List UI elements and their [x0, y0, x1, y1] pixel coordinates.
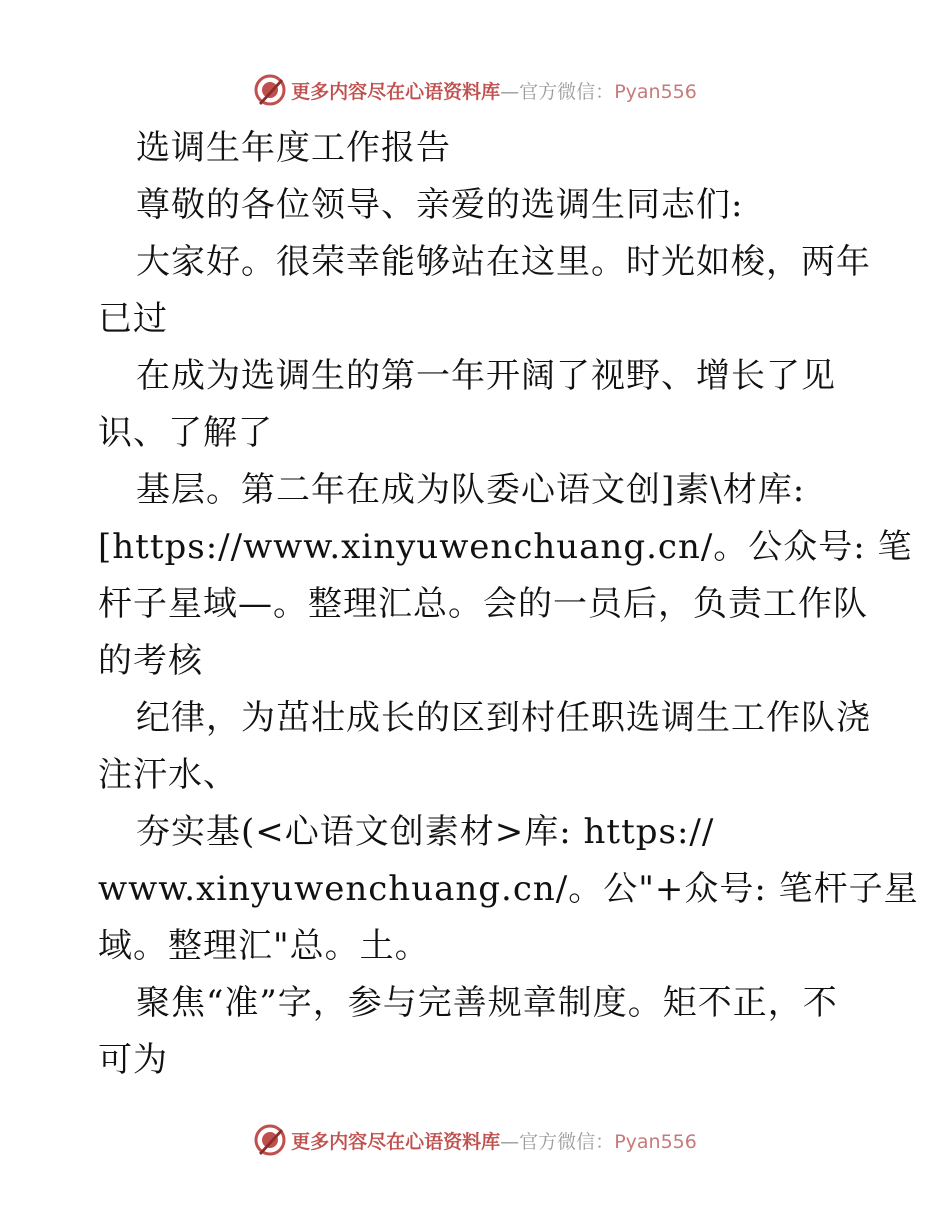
watermark-contact-label: 官方微信：: [519, 1130, 615, 1153]
document-line: 域。整理汇"总。土。: [98, 926, 430, 966]
watermark-brand: 更多内容尽在心语资料库: [291, 80, 501, 103]
document-line: 的考核: [98, 641, 203, 681]
document-line: 夯实基(<心语文创素材>库: https://: [136, 812, 715, 852]
document-body: [98, 120, 919, 1089]
pen-logo-icon: [253, 1123, 287, 1157]
document-line: 在成为选调生的第一年开阔了视野、增长了见: [136, 356, 836, 396]
document-line: 聚焦“准”字，参与完善规章制度。矩不正，不: [136, 983, 838, 1023]
watermark-separator: —: [500, 80, 520, 103]
document-line: 纪律，为茁壮成长的区到村任职选调生工作队浇: [136, 698, 871, 738]
watermark-separator: —: [500, 1130, 520, 1153]
pen-logo-icon: [253, 73, 287, 107]
document-line: 识、了解了: [98, 413, 273, 453]
document-line: 注汗水、: [98, 755, 238, 795]
footer-watermark: [0, 1120, 950, 1160]
document-line: 已过: [98, 299, 168, 339]
watermark-contact-id: Pyan556: [614, 1130, 697, 1153]
document-line: 基层。第二年在成为队委心语文创]素\材库:: [136, 470, 806, 510]
watermark-contact-label: 官方微信：: [519, 80, 615, 103]
document-line: [https://www.xinyuwenchuang.cn/。公众号: 笔: [98, 527, 913, 567]
document-line: 可为: [98, 1040, 168, 1080]
watermark-text: [291, 1127, 697, 1154]
watermark-text: [291, 77, 697, 104]
document-line: 选调生年度工作报告: [136, 128, 451, 168]
document-line: 尊敬的各位领导、亲爱的选调生同志们:: [136, 185, 744, 225]
document-line: www.xinyuwenchuang.cn/。公"+众号: 笔杆子星: [98, 869, 919, 909]
document-line: 大家好。很荣幸能够站在这里。时光如梭，两年: [136, 242, 871, 282]
watermark-brand: 更多内容尽在心语资料库: [291, 1130, 501, 1153]
watermark-contact-id: Pyan556: [614, 80, 697, 103]
header-watermark: [0, 70, 950, 110]
document-line: 杆子星域—。整理汇总。会的一员后，负责工作队: [98, 584, 868, 624]
